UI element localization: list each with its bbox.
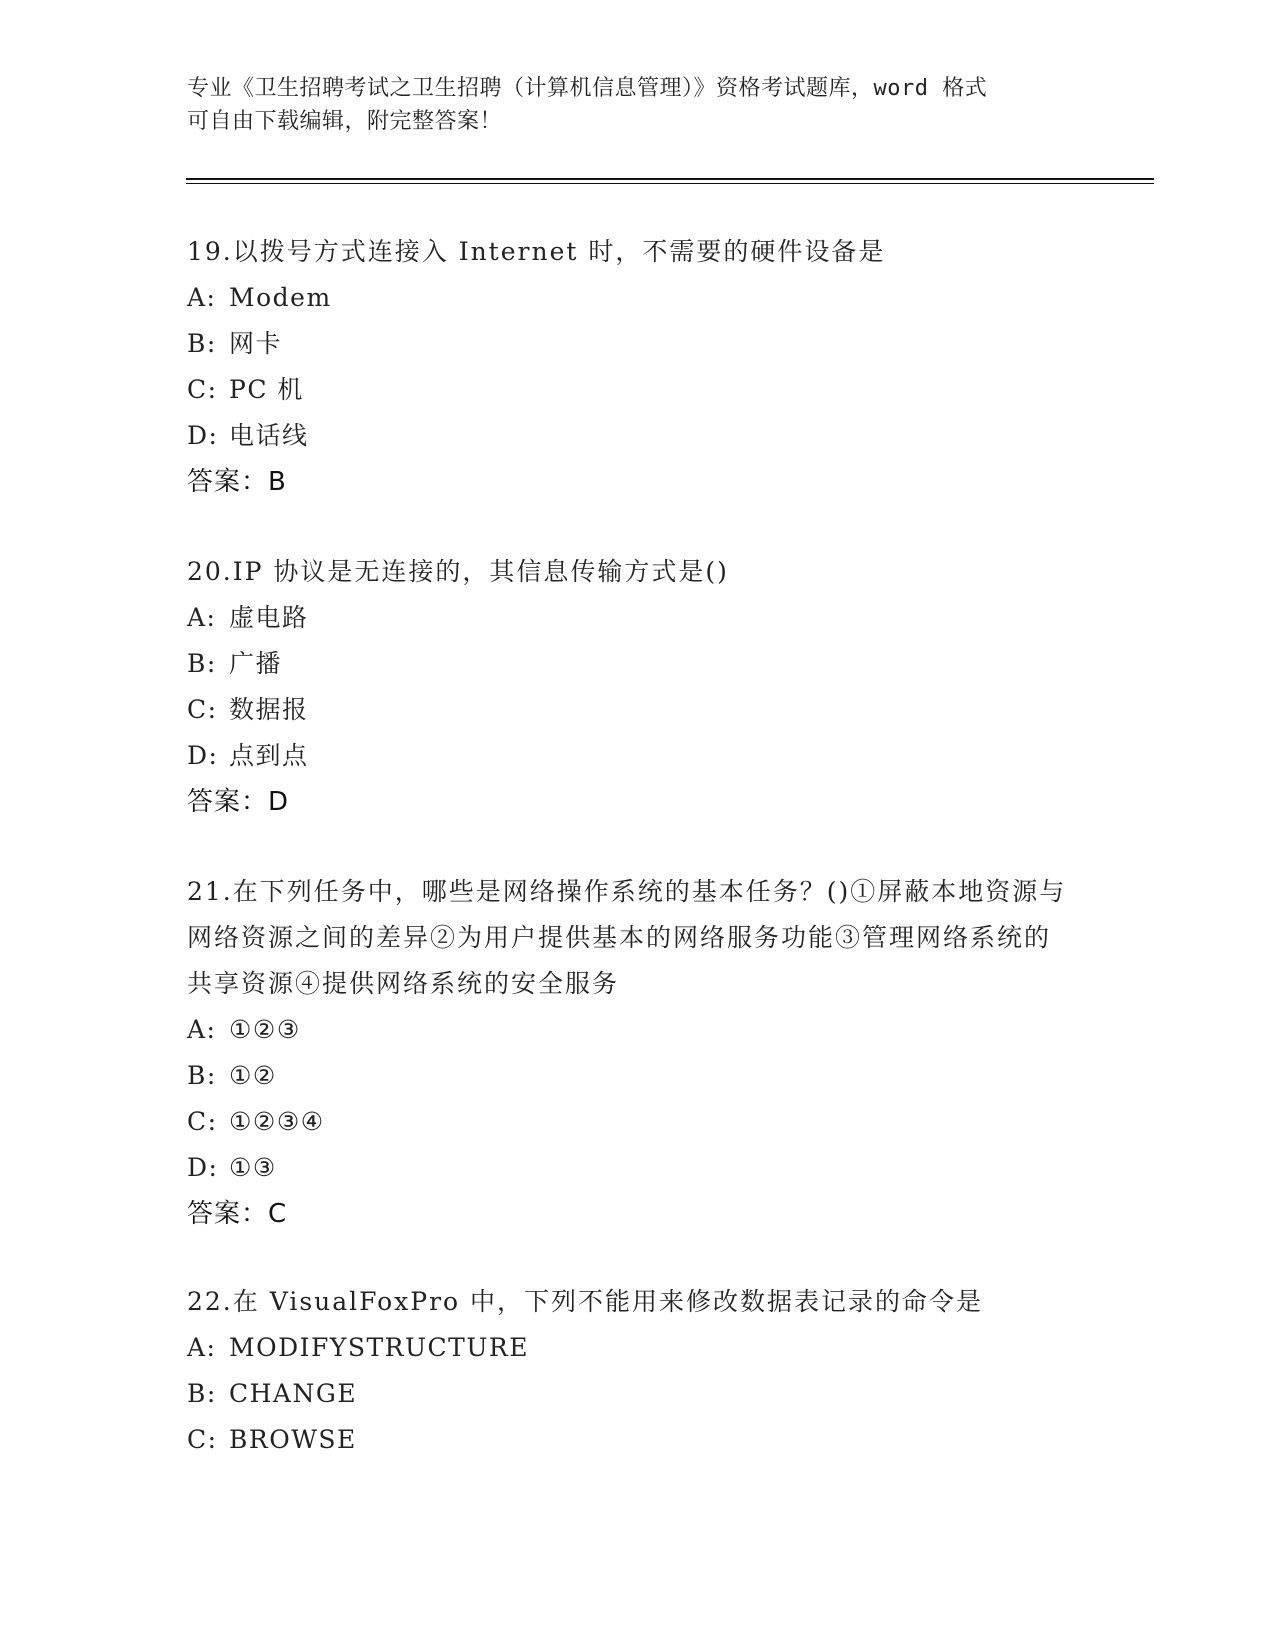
option-c [187,367,1087,413]
option-a [187,1007,1067,1053]
option-text: BROWSE [229,1425,357,1454]
option-text: 广播 [229,649,283,678]
option-letter: A: [187,1015,217,1044]
document-header [187,72,1067,138]
option-letter: C: [187,375,218,404]
question-20 [187,549,1087,825]
question-text: 21.在下列任务中，哪些是网络操作系统的基本任务？()①屏蔽本地资源与网络资源之间的差异②为用户提供基本的网络服务功能③管理网络系统的共享资源④提供网络系统的安全服务 [187,877,1067,998]
option-text: ①②③④ [229,1107,325,1136]
option-text: CHANGE [229,1379,358,1408]
option-c [187,1417,1087,1463]
option-c [187,1099,1067,1145]
answer-line: 答案：C [187,1199,288,1229]
option-letter: B: [187,1379,217,1408]
option-letter: D: [187,741,219,770]
option-b [187,1053,1067,1099]
question-19 [187,229,1087,505]
option-letter: B: [187,649,217,678]
question-text: 19.以拨号方式连接入 Internet 时，不需要的硬件设备是 [187,237,886,266]
option-text: 数据报 [229,695,309,724]
option-b [187,1371,1087,1417]
question-text: 22.在 VisualFoxPro 中，下列不能用来修改数据表记录的命令是 [187,1287,984,1316]
option-b [187,641,1087,687]
option-a [187,595,1087,641]
option-d [187,733,1087,779]
option-text: PC 机 [229,375,304,404]
option-letter: C: [187,1425,218,1454]
option-b [187,321,1087,367]
option-letter: B: [187,329,217,358]
option-letter: A: [187,603,217,632]
option-a [187,1325,1087,1371]
option-text: 点到点 [229,741,309,770]
answer-line: 答案：B [187,467,287,497]
answer-line: 答案：D [187,787,290,817]
header-divider-thick [186,178,1154,180]
option-text: Modem [229,283,332,312]
option-text: ①②③ [229,1015,301,1044]
option-d [187,1145,1067,1191]
option-a [187,275,1087,321]
option-text: 电话线 [229,421,309,450]
option-text: 虚电路 [229,603,309,632]
option-letter: A: [187,1333,217,1362]
question-21 [187,869,1067,1237]
option-text: MODIFYSTRUCTURE [229,1333,530,1362]
option-letter: A: [187,283,217,312]
header-line-2: 可自由下载编辑，附完整答案！ [187,109,503,134]
question-text: 20.IP 协议是无连接的，其信息传输方式是() [187,557,729,586]
option-letter: B: [187,1061,217,1090]
option-letter: C: [187,1107,218,1136]
option-letter: D: [187,1153,219,1182]
option-letter: C: [187,695,218,724]
header-line-1: 专业《卫生招聘考试之卫生招聘（计算机信息管理）》资格考试题库，word 格式 [187,76,988,101]
option-text: ①② [229,1061,277,1090]
question-22 [187,1279,1087,1463]
option-d [187,413,1087,459]
header-divider-thin [186,183,1154,184]
option-c [187,687,1087,733]
option-text: ①③ [229,1153,277,1182]
option-letter: D: [187,421,219,450]
option-text: 网卡 [229,329,283,358]
